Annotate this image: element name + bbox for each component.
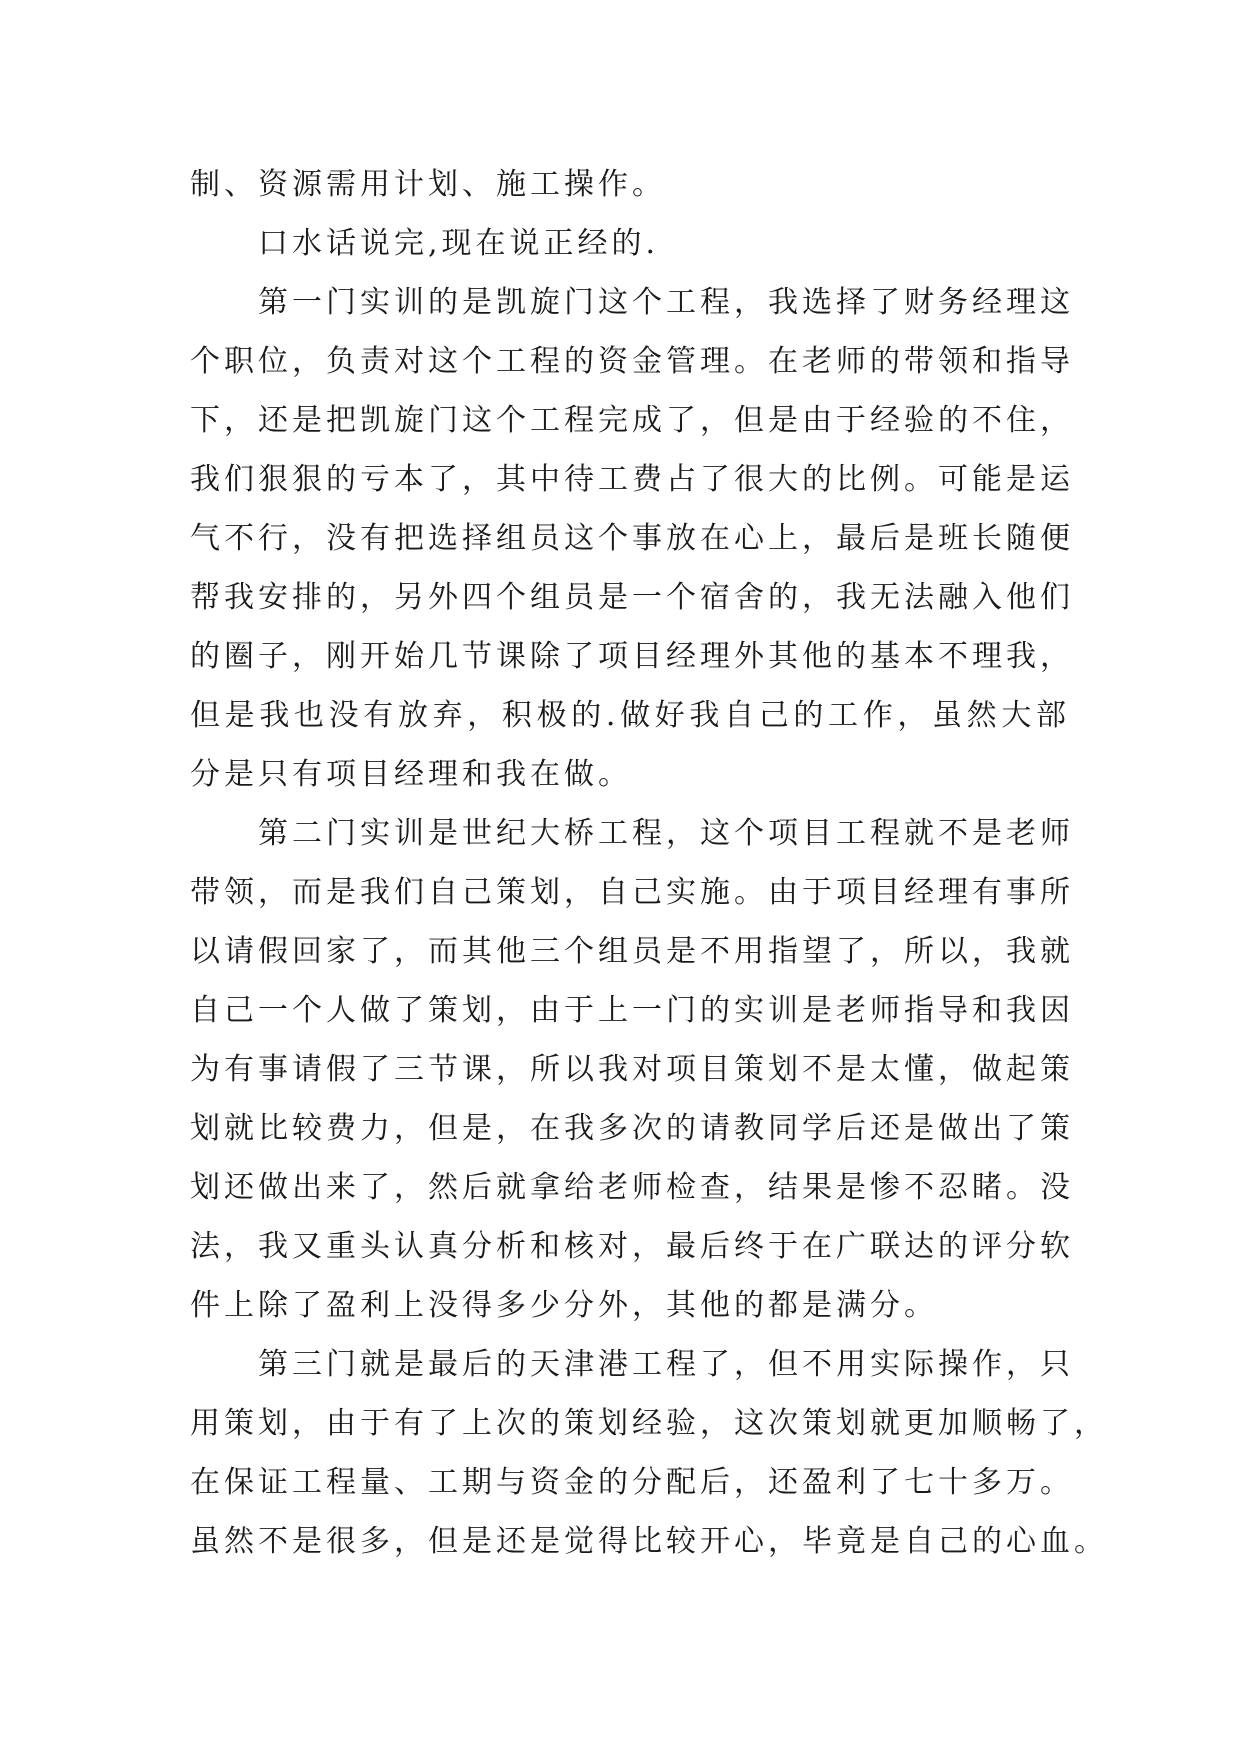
text-line: 气不行，没有把选择组员这个事放在心上，最后是班长随便	[190, 521, 1074, 556]
text-line: 第三门就是最后的天津港工程了，但不用实际操作，只	[258, 1347, 1074, 1382]
text-line: 的圈子，刚开始几节课除了项目经理外其他的基本不理我，	[190, 639, 1074, 674]
text-line: 以请假回家了，而其他三个组员是不用指望了，所以，我就	[190, 934, 1074, 969]
text-line: 划还做出来了，然后就拿给老师检查，结果是惨不忍睹。没	[190, 1170, 1074, 1205]
text-line: 用策划，由于有了上次的策划经验，这次策划就更加顺畅了，	[190, 1406, 1108, 1441]
text-line: 口水话说完,现在说正经的.	[258, 226, 660, 261]
document-body	[190, 155, 1108, 1571]
text-line: 个职位，负责对这个工程的资金管理。在老师的带领和指导	[190, 344, 1074, 379]
text-line: 件上除了盈利上没得多少分外，其他的都是满分。	[190, 1288, 938, 1323]
text-line: 我们狠狠的亏本了，其中待工费占了很大的比例。可能是运	[190, 462, 1074, 497]
text-line: 法，我又重头认真分析和核对，最后终于在广联达的评分软	[190, 1229, 1074, 1264]
text-line: 分是只有项目经理和我在做。	[190, 757, 632, 792]
text-line: 虽然不是很多，但是还是觉得比较开心，毕竟是自己的心血。	[190, 1524, 1108, 1559]
text-line: 第二门实训是世纪大桥工程，这个项目工程就不是老师	[258, 816, 1074, 851]
text-line: 但是我也没有放弃，积极的.做好我自己的工作，虽然大部	[190, 698, 1070, 733]
text-line: 划就比较费力，但是，在我多次的请教同学后还是做出了策	[190, 1111, 1074, 1146]
text-line: 第一门实训的是凯旋门这个工程，我选择了财务经理这	[258, 285, 1074, 320]
text-line: 为有事请假了三节课，所以我对项目策划不是太懂，做起策	[190, 1052, 1074, 1087]
text-line: 带领，而是我们自己策划，自己实施。由于项目经理有事所	[190, 875, 1074, 910]
text-line: 在保证工程量、工期与资金的分配后，还盈利了七十多万。	[190, 1465, 1074, 1500]
text-line: 制、资源需用计划、施工操作。	[190, 167, 666, 202]
text-line: 下，还是把凯旋门这个工程完成了，但是由于经验的不住，	[190, 403, 1074, 438]
text-line: 帮我安排的，另外四个组员是一个宿舍的，我无法融入他们	[190, 580, 1074, 615]
text-line: 自己一个人做了策划，由于上一门的实训是老师指导和我因	[190, 993, 1074, 1028]
